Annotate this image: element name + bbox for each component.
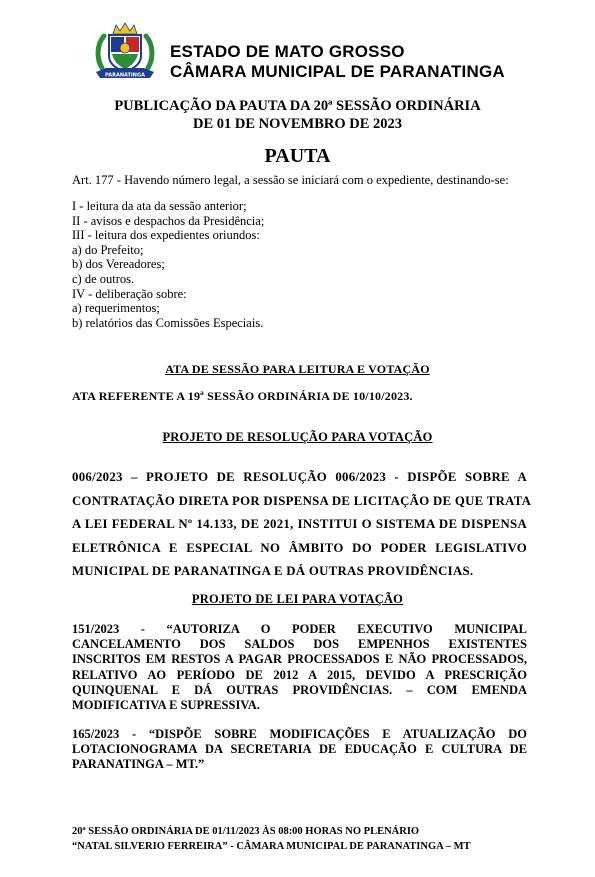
- paragraph-line: CANCELAMENTO DOS SALDOS DOS EMPENHOS EXISTENTES: [72, 637, 527, 652]
- page-title: PAUTA: [264, 145, 331, 167]
- list-item: a) do Prefeito;: [72, 242, 144, 257]
- paragraph-line: MUNICIPAL DE PARANATINGA E DÁ OUTRAS PROVIDÊNCIAS.: [72, 564, 474, 579]
- crest-ribbon-text: PARANATINGA: [105, 72, 145, 79]
- footer-line2: “NATAL SILVERIO FERREIRA” - CÂMARA MUNICIPAL DE PARANATINGA – MT: [72, 841, 471, 852]
- paragraph-line: 165/2023 - “DISPÕE SOBRE MODIFICAÇÕES E ATUALIZAÇÃO DO: [72, 727, 527, 741]
- list-item: II - avisos e despachos da Presidência;: [72, 213, 265, 228]
- paragraph-line: QUINQUENAL E DÁ OUTRAS PROVIDÊNCIAS. – COM EMENDA: [72, 682, 527, 697]
- footer-line1: 20ª SESSÃO ORDINÁRIA DE 01/11/2023 ÀS 08:00 HORAS NO PLENÁRIO: [72, 826, 420, 837]
- list-item: IV - deliberação sobre:: [72, 286, 187, 301]
- list-item: b) dos Vereadores;: [72, 257, 165, 272]
- resolucao-paragraph: [72, 466, 532, 584]
- paragraph-line: MODIFICATIVA E SUPRESSIVA.: [72, 698, 260, 713]
- list-item: III - leitura dos expedientes oriundos:: [72, 228, 260, 243]
- section-heading-ata: ATA DE SESSÃO PARA LEITURA E VOTAÇÃO: [165, 362, 430, 376]
- article-text: Art. 177 - Havendo número legal, a sessão se iniciará com o expediente, destinando-se:: [72, 173, 509, 187]
- paragraph-line: RELATIVO AO PERÍODO DE 2012 A 2015, DEVIDO A PRESCRIÇÃO: [72, 667, 527, 682]
- lei-item-151: [72, 622, 527, 713]
- list-item: a) requerimentos;: [72, 301, 160, 316]
- paragraph-line: CONTRATAÇÃO DIRETA POR DISPENSA DE LICITAÇÃO DE QUE TRATA: [72, 493, 532, 508]
- publication-title-line2: DE 01 DE NOVEMBRO DE 2023: [192, 116, 403, 132]
- paragraph-line: 151/2023 - “AUTORIZA O PODER EXECUTIVO MUNICIPAL: [72, 622, 527, 636]
- header-state: ESTADO DE MATO GROSSO: [170, 42, 405, 61]
- paragraph-line: ELETRÔNICA E ESPECIAL NO ÂMBITO DO PODER LEGISLATIVO: [72, 540, 527, 555]
- list-item: c) de outros.: [72, 271, 135, 286]
- publication-title-line1: PUBLICAÇÃO DA PAUTA DA 20ª SESSÃO ORDINÁRIA: [114, 98, 481, 114]
- municipal-crest-icon: [92, 22, 158, 84]
- header-chamber: CÂMARA MUNICIPAL DE PARANATINGA: [170, 62, 505, 81]
- list-item: b) relatórios das Comissões Especiais.: [72, 315, 264, 330]
- paragraph-line: A LEI FEDERAL Nº 14.133, DE 2021, INSTITUI O SISTEMA DE DISPENSA: [72, 517, 527, 532]
- paragraph-line: LOTACIONOGRAMA DA SECRETARIA DE EDUCAÇÃO E CULTURA DE: [72, 742, 527, 757]
- list-item: I - leitura da ata da sessão anterior;: [72, 199, 247, 213]
- paragraph-line: INSCRITOS EM RESTOS A PAGAR PROCESSADOS E NÃO PROCESSADOS,: [72, 652, 527, 667]
- lei-item-165: [72, 727, 527, 773]
- paragraph-line: PARANATINGA – MT.”: [72, 757, 205, 772]
- paragraph-line: 006/2023 – PROJETO DE RESOLUÇÃO 006/2023 - DISPÕE SOBRE A: [72, 470, 527, 484]
- section-heading-lei: PROJETO DE LEI PARA VOTAÇÃO: [191, 592, 404, 606]
- agenda-list: [72, 199, 264, 330]
- ata-text: ATA REFERENTE A 19ª SESSÃO ORDINÁRIA DE 10/10/2023.: [72, 389, 413, 403]
- section-heading-resolucao: PROJETO DE RESOLUÇÃO PARA VOTAÇÃO: [162, 430, 433, 444]
